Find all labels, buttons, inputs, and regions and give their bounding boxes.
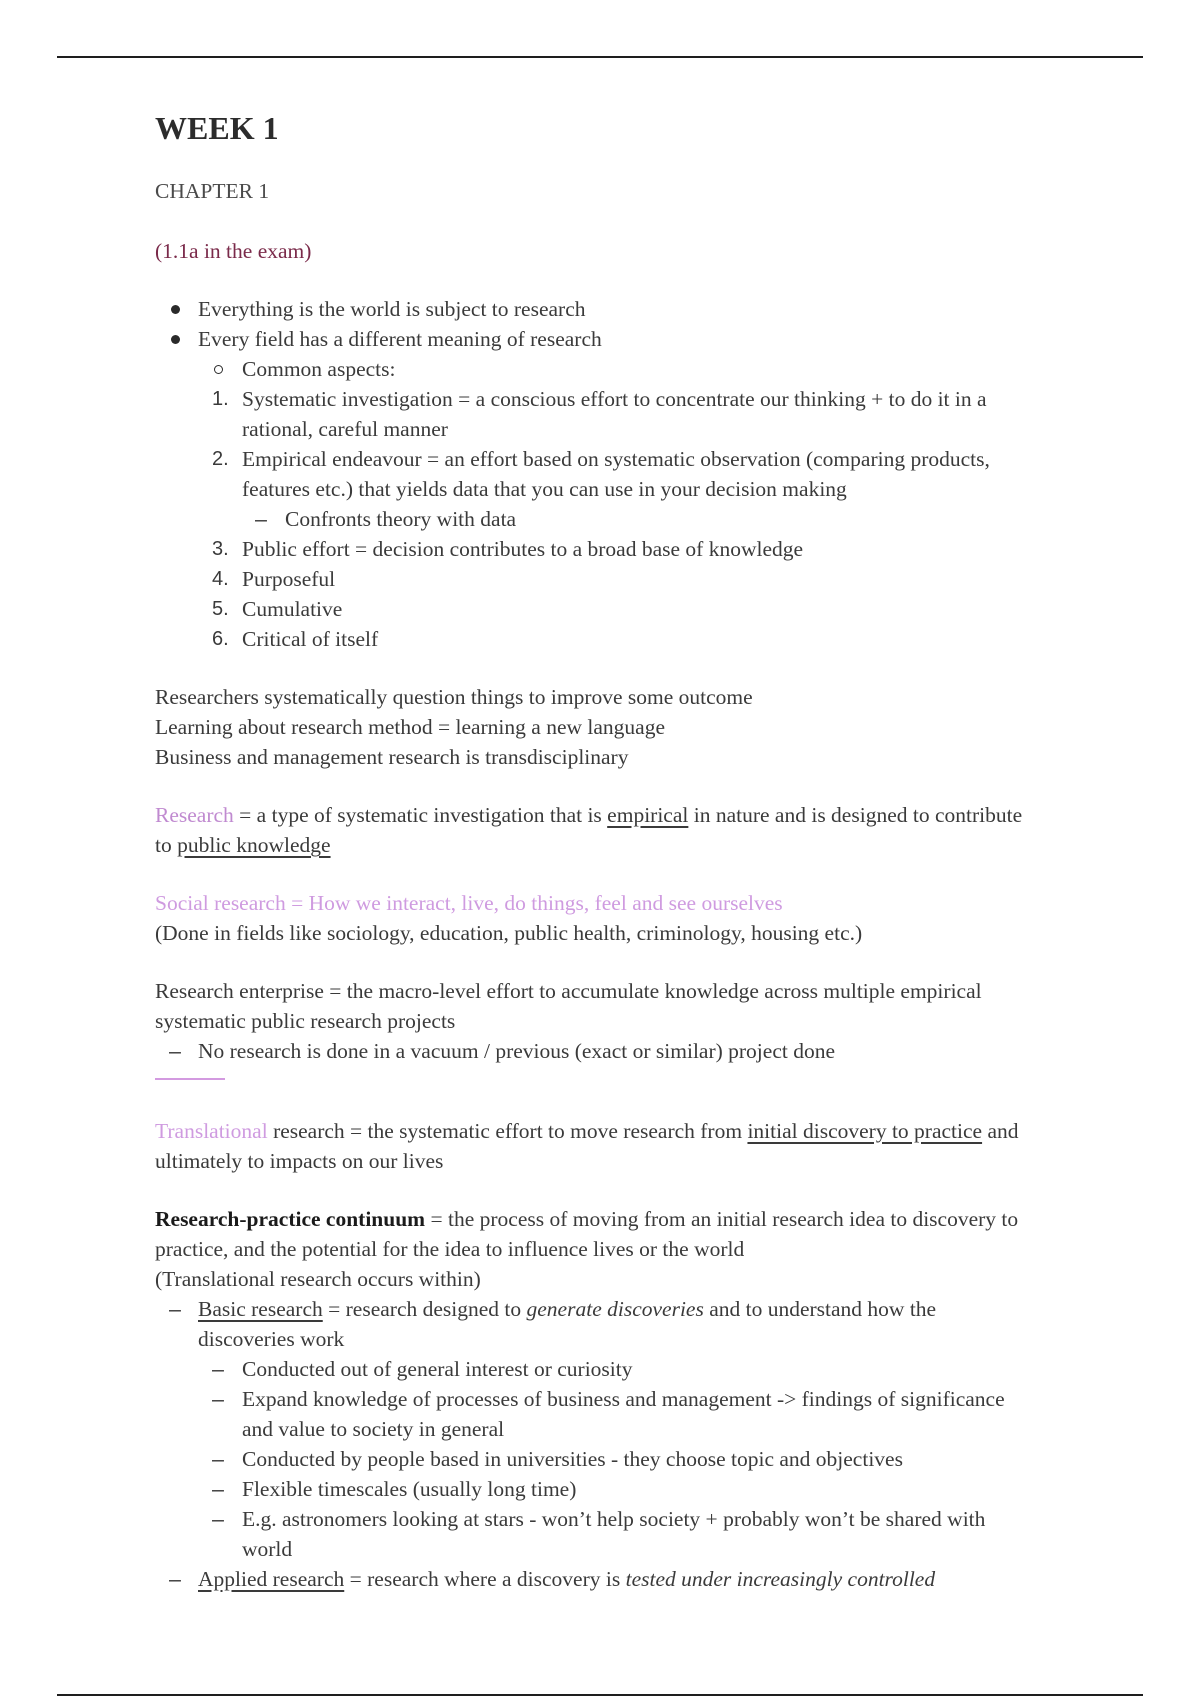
definition-text: and to understand how the discoveries work <box>198 1296 937 1351</box>
pink-divider <box>155 1078 225 1080</box>
list-item-text: Expand knowledge of processes of business and management -> findings of significance and value to society in general <box>242 1386 1005 1441</box>
list-item <box>155 1354 1035 1384</box>
definition-text: = research designed to <box>322 1296 527 1321</box>
term-translational: Translational <box>155 1118 268 1143</box>
document-page <box>155 100 1035 1594</box>
emphasis-text: generate discoveries <box>526 1296 704 1321</box>
aspect-item <box>155 624 1035 654</box>
aspect-text: Systematic investigation = a conscious effort to concentrate our thinking + to do it in a rational, careful manner <box>242 387 987 441</box>
item-number: 6. <box>212 628 229 650</box>
definition-text: research = the systematic effort to move research from <box>267 1118 748 1143</box>
list-item <box>155 1036 1035 1066</box>
dash-icon: – <box>212 1476 224 1501</box>
footer-rule <box>57 1694 1143 1696</box>
dash-icon: – <box>212 1506 224 1531</box>
definition-text: = a type of systematic investigation that is <box>233 803 608 827</box>
definition-text: = the process of moving from an initial research idea to discovery to practice, and the potential for the idea to influence lives or the world <box>155 1206 1019 1261</box>
dash-icon: – <box>212 1356 224 1381</box>
list-item <box>155 354 1035 384</box>
text-line: Business and management research is transdisciplinary <box>155 745 629 769</box>
underlined-term: public knowledge <box>177 833 331 857</box>
definition-text: in nature and is designed to contribute to <box>155 803 1023 857</box>
aspect-item <box>155 594 1035 624</box>
bullet-icon <box>171 335 180 344</box>
definition-text: and ultimately to impacts on our lives <box>155 1118 1019 1173</box>
aspect-text: Purposeful <box>242 567 336 591</box>
aspect-item <box>155 534 1035 564</box>
list-item-text: E.g. astronomers looking at stars - won’t help society + probably won’t be shared with world <box>242 1506 986 1561</box>
translational-definition <box>155 1116 1035 1176</box>
aspect-item <box>155 384 1035 444</box>
list-item-text: Conducted by people based in universities - they choose topic and objectives <box>242 1446 903 1471</box>
underlined-term: empirical <box>607 803 689 827</box>
term-research: Research <box>155 803 234 827</box>
dash-icon: – <box>169 1039 181 1063</box>
research-definition <box>155 800 1035 860</box>
basic-research-item <box>155 1294 1035 1354</box>
dash-icon: – <box>169 1566 181 1591</box>
aspect-item <box>155 444 1035 504</box>
definition-text: = research where a discovery is <box>344 1566 626 1591</box>
list-item-text: Everything is the world is subject to research <box>198 297 586 321</box>
text-line: Learning about research method = learning a new language <box>155 715 665 739</box>
applied-research-item <box>155 1564 1035 1594</box>
item-number: 5. <box>212 598 229 620</box>
item-number: 2. <box>212 448 229 470</box>
item-number: 3. <box>212 538 229 560</box>
term-continuum: Research-practice continuum <box>155 1206 426 1231</box>
list-item-text: Conducted out of general interest or curiosity <box>242 1356 633 1381</box>
list-item-text: No research is done in a vacuum / previous (exact or similar) project done <box>198 1039 836 1063</box>
term-applied-research: Applied research <box>198 1566 345 1591</box>
intro-list <box>155 294 1035 654</box>
header-rule <box>57 56 1143 58</box>
hollow-bullet-icon <box>214 365 223 374</box>
list-item-text: Confronts theory with data <box>285 507 517 531</box>
aspect-text: Public effort = decision contributes to a broad base of knowledge <box>242 537 804 561</box>
list-item-text: Every field has a different meaning of research <box>198 327 602 351</box>
aspect-item <box>155 564 1035 594</box>
list-item <box>155 1384 1035 1444</box>
social-research-note: (Done in fields like sociology, education, public health, criminology, housing etc.) <box>155 921 863 945</box>
continuum-definition <box>155 1204 1035 1594</box>
aspect-text: Cumulative <box>242 597 343 621</box>
item-number: 1. <box>212 388 229 410</box>
dash-icon: – <box>212 1386 224 1411</box>
dash-icon: – <box>255 507 267 531</box>
exam-note: (1.1a in the exam) <box>155 239 312 263</box>
page-title: WEEK 1 <box>155 110 279 146</box>
continuum-note: (Translational research occurs within) <box>155 1266 481 1291</box>
list-item-text: Common aspects: <box>242 357 396 381</box>
underlined-term: initial discovery to practice <box>747 1118 983 1143</box>
text-line: Researchers systematically question things to improve some outcome <box>155 685 753 709</box>
chapter-heading: CHAPTER 1 <box>155 179 270 203</box>
research-enterprise-definition <box>155 976 1035 1080</box>
item-number: 4. <box>212 568 229 590</box>
dash-icon: – <box>169 1296 181 1321</box>
emphasis-text: tested under increasingly controlled <box>625 1566 936 1591</box>
list-item <box>155 1504 1035 1564</box>
list-item <box>155 324 1035 354</box>
list-item <box>155 1474 1035 1504</box>
social-research-term: Social research = How we interact, live, do things, feel and see ourselves <box>155 891 783 915</box>
term-basic-research: Basic research <box>198 1296 323 1321</box>
list-item <box>155 504 1035 534</box>
aspect-text: Critical of itself <box>242 627 379 651</box>
list-item-text: Flexible timescales (usually long time) <box>242 1476 577 1501</box>
bullet-icon <box>171 305 180 314</box>
dash-icon: – <box>212 1446 224 1471</box>
social-research-definition <box>155 888 1035 948</box>
list-item <box>155 1444 1035 1474</box>
notes-paragraph <box>155 682 1035 772</box>
list-item <box>155 294 1035 324</box>
definition-text: Research enterprise = the macro-level effort to accumulate knowledge across multiple empirical systematic public research projects <box>155 979 982 1033</box>
aspect-text: Empirical endeavour = an effort based on systematic observation (comparing products, features etc.) that yields data that you can use in your decision making <box>242 447 990 501</box>
